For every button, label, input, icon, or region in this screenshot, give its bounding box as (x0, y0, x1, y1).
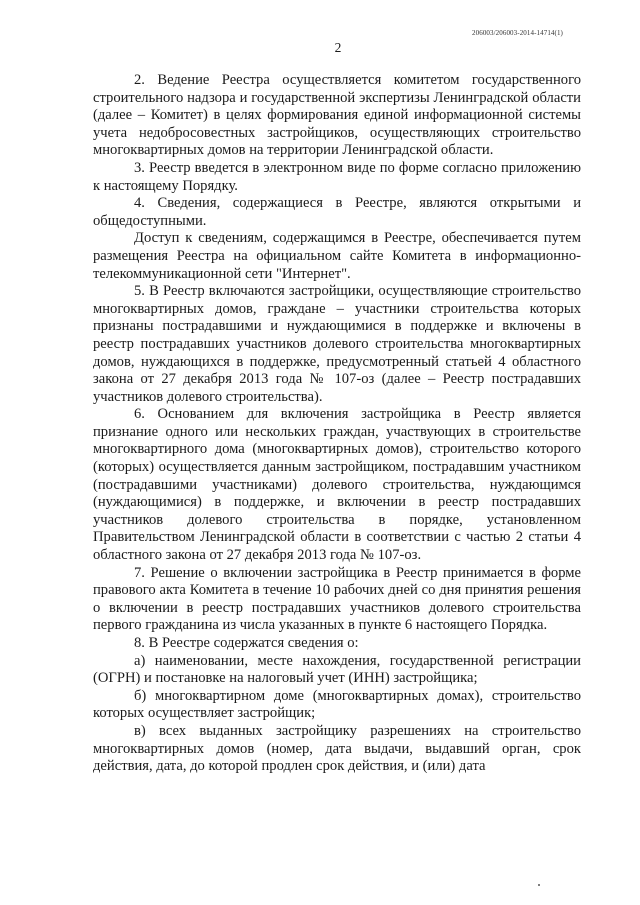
paragraph-6: 6. Основанием для включения застройщика в Реестр является признание одного или нескольких граждан, участвующих в строительстве многоквартирного дома (многоквартирных домов), строительство которого (которых) осуществляется данным застройщиком, пострадавшим участником (пострадавшими участниками) долевого строительства, нуждающимся (нуждающимися) в поддержке, и включении в реестр пострадавших участников долевого строительства в порядке, установленном Правительством Ленинградской области в соответствии с частью 2 статьи 4 областного закона от 27 декабря 2013 года № 107-оз. (93, 406, 581, 564)
paragraph-4: 4. Сведения, содержащиеся в Реестре, являются открытыми и общедоступными. (93, 195, 581, 229)
paragraph-8-v: в) всех выданных застройщику разрешениях на строительство многоквартирных домов (номер, дата выдачи, выдавший орган, срок действия, дата, до которой продлен срок действия, и (или) дата (93, 722, 581, 775)
paragraph-4-access: Доступ к сведениям, содержащимся в Реестре, обеспечивается путем размещения Реестра на официальном сайте Комитета в информационно-телекоммуникационной сети "Интернет". (93, 230, 581, 282)
paragraph-8-a: а) наименовании, месте нахождения, государственной регистрации (ОГРН) и постановке на налоговый учет (ИНН) застройщика; (93, 652, 581, 687)
paragraph-5: 5. В Реестр включаются застройщики, осуществляющие строительство многоквартирных домов, граждане – участники строительства которых признаны пострадавшими и нуждающимися в поддержке и включены в реестр пострадавших участников долевого строительства многоквартирных домов, нуждающихся в поддержке, предусмотренный статьей 4 областного закона от 27 декабря 2013 года № 107-оз (далее – Реестр пострадавших участников долевого строительства). (93, 283, 581, 405)
paragraph-3: 3. Реестр введется в электронном виде по форме согласно приложению к настоящему Порядку. (93, 159, 581, 194)
paragraph-7: 7. Решение о включении застройщика в Реестр принимается в форме правового акта Комитета в течение 10 рабочих дней со дня принятия решения о включении в реестр пострадавших участников долевого строительства первого гражданина из числа указанных в пункте 6 настоящего Порядка. (93, 564, 581, 634)
paragraph-2: 2. Ведение Реестра осуществляется комитетом государственного строительного надзора и государственной экспертизы Ленинградской области (далее – Комитет) в целях формирования единой информационной системы учета недобросовестных застройщиков, осуществляющих строительство многоквартирных домов на территории Ленинградской области. (93, 72, 581, 159)
paragraph-8: 8. В Реестре содержатся сведения о: (134, 635, 359, 651)
page-number: 2 (334, 40, 342, 55)
paragraph-8-b: б) многоквартирном доме (многоквартирных домах), строительство которых осуществляет застройщик; (93, 687, 581, 722)
document-code: 206003/206003-2014-14714(1) (472, 29, 563, 37)
scan-dot (538, 884, 540, 886)
document-body (93, 72, 581, 776)
